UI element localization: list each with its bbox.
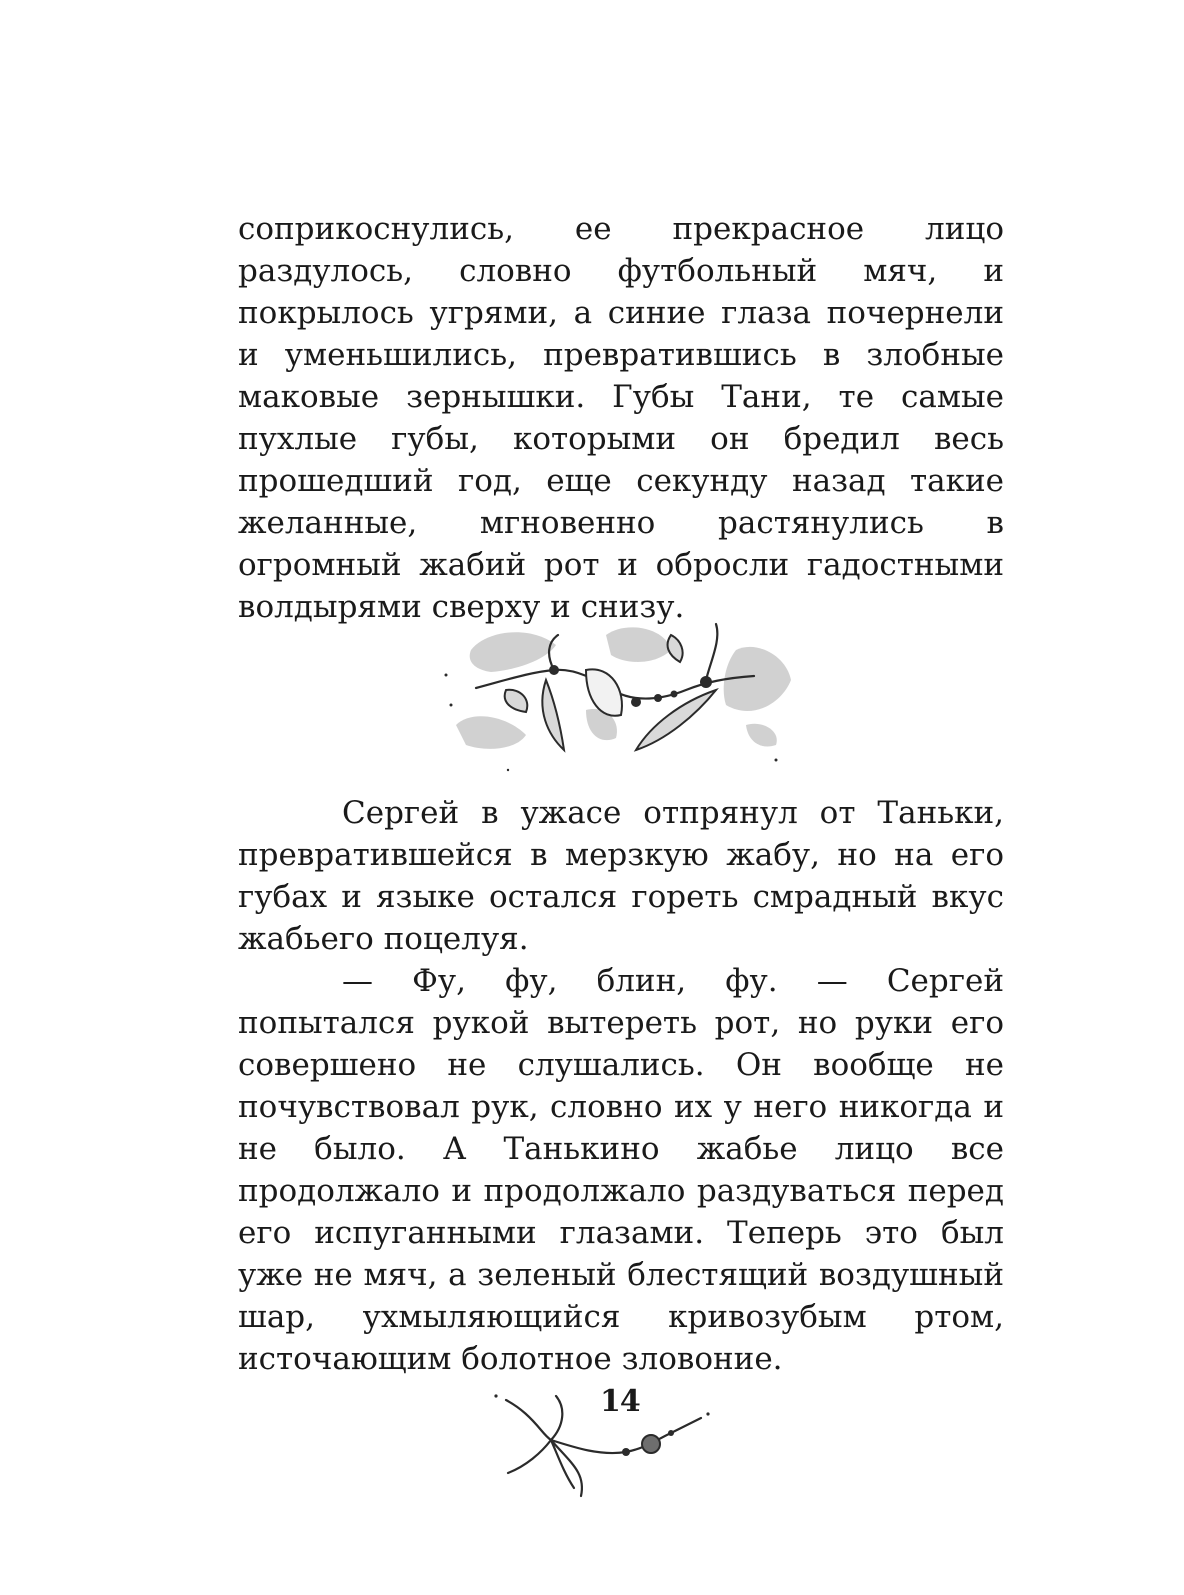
paragraph: — Фу, фу, блин, фу. — Сергей попытался рукой вытереть рот, но руки его совершено не слушались. Он вообще не почувствовал рук, словно их у него никогда и не было. А Танькино жабье лицо все продолжало и продолжало раздуваться перед его испуганными глазами. Теперь это был уже не мяч, а зеленый блестящий воздушный шар, ухмыляющийся кривозубым ртом, источающим болотное зловоние. [238,963,1004,1377]
leaves-divider-icon [436,610,798,782]
text-block-top [238,208,1004,628]
text-block-bottom [238,792,1004,1380]
paragraph: Сергей в ужасе отпрянул от Таньки, превратившейся в мерзкую жабу, но на его губах и языке остался гореть смрадный вкус жабьего поцелуя. [238,795,1004,957]
page-number: 14 [600,1384,640,1419]
paragraph: соприкоснулись, ее прекрасное лицо раздулось, словно футбольный мяч, и покрылось угрями, а синие глаза почернели и уменьшились, превратившись в злобные маковые зернышки. Губы Тани, те самые пухлые губы, которыми он бредил весь прошедший год, еще секунду назад такие желанные, мгновенно растянулись в огромный жабий рот и обросли гадостными волдырями сверху и снизу. [238,211,1004,625]
